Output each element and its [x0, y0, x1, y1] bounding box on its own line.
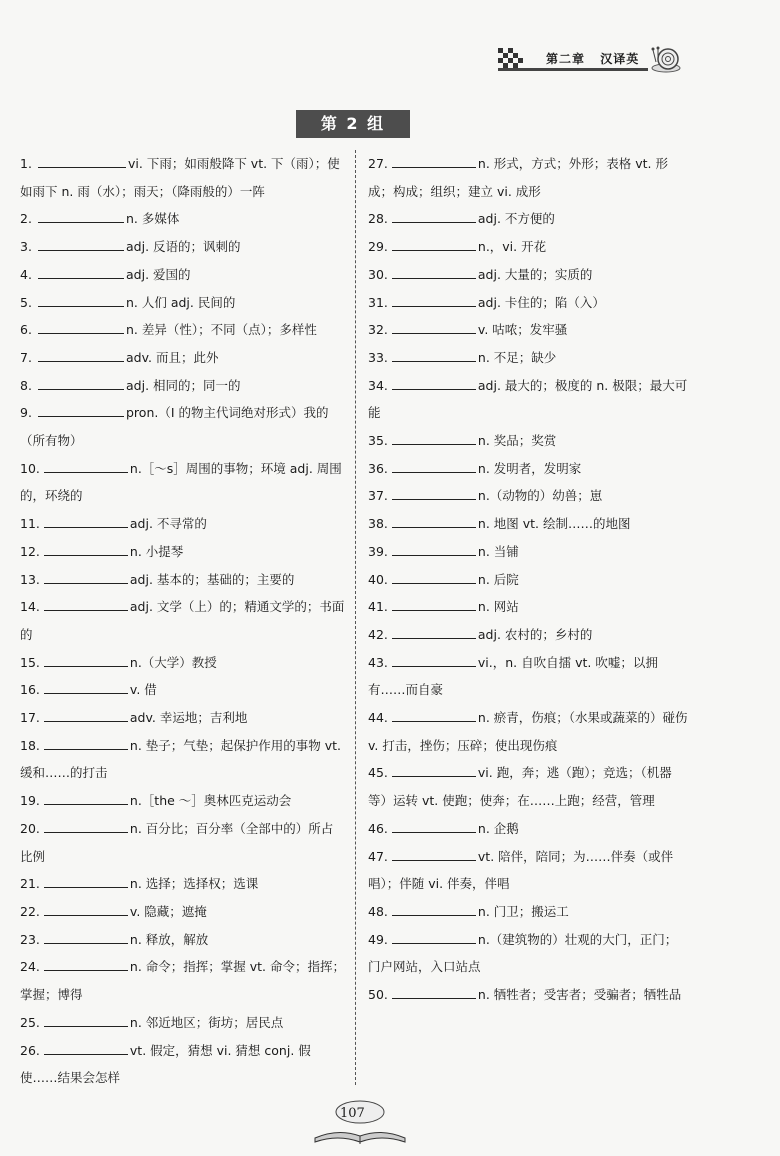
- entry-definition: vi. 跑，奔；逃（跑）；竞选；（机器等）运转 vt. 使跑；使奔；在……上跑；经营，管理: [368, 765, 672, 809]
- chapter-header: [490, 42, 690, 78]
- answer-blank[interactable]: [38, 155, 126, 168]
- entry-number: 14.: [20, 599, 40, 615]
- vocab-entry: [368, 704, 688, 759]
- entry-number: 16.: [20, 682, 40, 698]
- vocab-entry: [368, 566, 688, 594]
- entry-definition: n.，vi. 开花: [477, 239, 547, 255]
- answer-blank[interactable]: [392, 709, 476, 722]
- entry-definition: adj. 基本的；基础的；主要的: [129, 571, 295, 587]
- column-divider: [355, 150, 356, 1085]
- answer-blank[interactable]: [44, 958, 128, 971]
- entry-definition: n. 企鹅: [477, 820, 519, 836]
- answer-blank[interactable]: [44, 598, 128, 611]
- entry-definition: v. 咕哝；发牢骚: [477, 322, 568, 338]
- answer-blank[interactable]: [392, 432, 476, 445]
- vocab-entry: [20, 455, 345, 510]
- entry-number: 26.: [20, 1042, 40, 1058]
- entry-definition: n. 选择；选择权；选课: [129, 876, 259, 892]
- vocab-entry: [368, 538, 688, 566]
- vocab-entry: [20, 344, 345, 372]
- vocab-entry: [20, 150, 345, 205]
- entry-number: 41.: [368, 599, 388, 615]
- vocab-entry: [20, 1037, 345, 1092]
- answer-blank[interactable]: [44, 515, 128, 528]
- entry-definition: adj. 农村的；乡村的: [477, 626, 593, 642]
- snail-icon: [650, 44, 682, 74]
- entry-definition: n. 小提琴: [129, 543, 184, 559]
- entry-definition: n. 当铺: [477, 543, 519, 559]
- vocab-entry: [368, 593, 688, 621]
- answer-blank[interactable]: [38, 210, 124, 223]
- entry-number: 43.: [368, 654, 388, 670]
- entry-number: 27.: [368, 156, 388, 171]
- answer-blank[interactable]: [392, 543, 476, 556]
- entry-number: 2.: [20, 211, 32, 227]
- entry-number: 7.: [20, 349, 32, 365]
- entry-number: 46.: [368, 820, 388, 836]
- entry-definition: adj. 反语的；讽刺的: [126, 239, 241, 255]
- vocab-entry: [20, 233, 345, 261]
- entry-definition: adj. 文学（上）的；精通文学的；书面的: [20, 599, 345, 642]
- vocab-entry: [20, 787, 345, 815]
- vocab-entry: [20, 205, 345, 233]
- entry-number: 47.: [368, 848, 388, 864]
- entry-definition: n.（大学）教授: [129, 654, 217, 670]
- entry-number: 24.: [20, 959, 40, 975]
- vocab-entry: [20, 261, 345, 289]
- vocab-entry: [368, 898, 688, 926]
- entry-number: 20.: [20, 820, 40, 836]
- answer-blank[interactable]: [44, 571, 128, 584]
- vocab-entry: [368, 455, 688, 483]
- entry-number: 21.: [20, 876, 40, 892]
- entry-definition: n. 垫子；气垫；起保护作用的事物 vt. 缓和……的打击: [20, 737, 342, 781]
- entry-definition: v. 借: [129, 682, 157, 698]
- entry-number: 31.: [368, 294, 388, 310]
- vocab-entry: [20, 538, 345, 566]
- answer-blank[interactable]: [38, 404, 124, 417]
- entry-definition: n. 地图 vt. 绘制……的地图: [477, 516, 631, 532]
- entry-number: 42.: [368, 626, 388, 642]
- entry-number: 35.: [368, 433, 388, 449]
- entry-definition: n.（动物的）幼兽；崽: [477, 488, 603, 504]
- answer-blank[interactable]: [392, 266, 476, 279]
- entry-definition: adj. 爱国的: [126, 266, 191, 282]
- vocab-entry: [368, 482, 688, 510]
- answer-blank[interactable]: [44, 709, 128, 722]
- answer-blank[interactable]: [392, 848, 476, 861]
- vocab-entry: [368, 759, 688, 814]
- page-number: 107: [340, 1106, 365, 1121]
- answer-blank[interactable]: [44, 875, 128, 888]
- vocab-entry: [20, 815, 345, 870]
- entry-definition: vi. 下雨；如雨般降下 vt. 下（雨）；使如雨下 n. 雨（水）；雨天；（降雨般的）一阵: [20, 156, 340, 199]
- answer-blank[interactable]: [38, 266, 124, 279]
- entry-number: 18.: [20, 737, 40, 753]
- vocab-entry: [20, 732, 345, 787]
- answer-blank[interactable]: [44, 1042, 128, 1055]
- group-title: 第 2 组: [296, 110, 410, 138]
- answer-blank[interactable]: [44, 792, 128, 805]
- entry-number: 48.: [368, 903, 388, 919]
- entry-definition: adj. 大量的；实质的: [477, 266, 593, 282]
- entry-number: 22.: [20, 903, 40, 919]
- entry-number: 32.: [368, 322, 388, 338]
- entry-number: 34.: [368, 377, 388, 393]
- answer-blank[interactable]: [38, 238, 124, 251]
- entry-definition: n. 奖品；奖赏: [477, 433, 557, 449]
- answer-blank[interactable]: [392, 294, 476, 307]
- vocab-entry: [368, 815, 688, 843]
- vocab-entry: [20, 289, 345, 317]
- vocab-entry: [20, 704, 345, 732]
- entry-number: 49.: [368, 931, 388, 947]
- answer-blank[interactable]: [44, 820, 128, 833]
- entry-definition: adv. 幸运地；吉利地: [129, 710, 248, 726]
- vocab-entry: [368, 344, 688, 372]
- answer-blank[interactable]: [392, 626, 476, 639]
- entry-definition: n. 网站: [477, 599, 519, 615]
- entry-definition: n. 发明者，发明家: [477, 460, 582, 476]
- entry-definition: adj. 最大的；极度的 n. 极限；最大可能: [368, 377, 688, 421]
- vocab-entry: [20, 953, 345, 1008]
- answer-blank[interactable]: [38, 349, 124, 362]
- entry-number: 15.: [20, 654, 40, 670]
- entry-definition: pron.（I 的物主代词绝对形式）我的（所有物）: [20, 405, 329, 449]
- entry-definition: n. 人们 adj. 民间的: [126, 294, 236, 310]
- entry-number: 28.: [368, 211, 388, 227]
- vocab-entry: [368, 981, 688, 1009]
- vocab-entry: [368, 261, 688, 289]
- section-label: 汉译英: [600, 52, 640, 66]
- entry-definition: n.（建筑物的）壮观的大门，正门；门户网站，入口站点: [368, 931, 678, 975]
- entry-number: 9.: [20, 405, 32, 421]
- entry-definition: n. 邻近地区；街坊；居民点: [129, 1014, 284, 1030]
- vocab-entry: [368, 150, 688, 205]
- entry-definition: adj. 卡住的；陷（入）: [477, 294, 605, 310]
- answer-blank[interactable]: [392, 598, 476, 611]
- answer-blank[interactable]: [392, 349, 476, 362]
- entry-number: 39.: [368, 543, 388, 559]
- vocab-entry: [20, 566, 345, 594]
- left-column: [20, 150, 345, 1092]
- vocab-entry: [20, 649, 345, 677]
- entry-number: 45.: [368, 765, 388, 781]
- entry-number: 19.: [20, 793, 40, 809]
- entry-number: 38.: [368, 516, 388, 532]
- vocab-entry: [368, 205, 688, 233]
- entry-definition: n. 门卫；搬运工: [477, 903, 569, 919]
- vocab-entry: [20, 372, 345, 400]
- entry-number: 36.: [368, 460, 388, 476]
- answer-blank[interactable]: [392, 654, 476, 667]
- answer-blank[interactable]: [392, 321, 476, 334]
- entry-number: 11.: [20, 516, 40, 532]
- entry-number: 3.: [20, 239, 32, 255]
- vocab-entry: [20, 593, 345, 648]
- entry-number: 4.: [20, 266, 32, 282]
- entry-definition: n. 差异（性）；不同（点）；多样性: [126, 322, 317, 338]
- entry-definition: n. 多媒体: [126, 211, 180, 227]
- answer-blank[interactable]: [38, 294, 124, 307]
- entry-number: 8.: [20, 377, 32, 393]
- vocab-entry: [368, 510, 688, 538]
- entry-definition: adv. 而且；此外: [126, 349, 219, 365]
- chapter-label: 第二章: [546, 52, 586, 66]
- vocab-entry: [368, 372, 688, 427]
- answer-blank[interactable]: [392, 764, 476, 777]
- vocab-entry: [368, 427, 688, 455]
- answer-blank[interactable]: [44, 931, 128, 944]
- entry-number: 44.: [368, 710, 388, 726]
- vocab-entry: [20, 1009, 345, 1037]
- entry-number: 40.: [368, 571, 388, 587]
- entry-definition: n.［～s］周围的事物；环境 adj. 周围的，环绕的: [20, 460, 342, 504]
- vocab-entry: [20, 870, 345, 898]
- vocab-entry: [368, 649, 688, 704]
- answer-blank[interactable]: [392, 487, 476, 500]
- entry-number: 10.: [20, 460, 40, 476]
- answer-blank[interactable]: [392, 238, 476, 251]
- entry-number: 29.: [368, 239, 388, 255]
- entry-number: 6.: [20, 322, 32, 338]
- entry-number: 25.: [20, 1014, 40, 1030]
- answer-blank[interactable]: [392, 210, 476, 223]
- entry-definition: adj. 相同的；同一的: [126, 377, 241, 393]
- right-column: [368, 150, 688, 1009]
- entry-number: 1.: [20, 156, 32, 171]
- vocab-entry: [368, 316, 688, 344]
- entry-number: 12.: [20, 543, 40, 559]
- answer-blank[interactable]: [392, 571, 476, 584]
- vocab-entry: [20, 676, 345, 704]
- answer-blank[interactable]: [44, 654, 128, 667]
- vocab-entry: [368, 621, 688, 649]
- answer-blank[interactable]: [392, 820, 476, 833]
- entry-definition: n. 瘀青，伤痕；（水果或蔬菜的）碰伤 v. 打击，挫伤；压碎；使出现伤痕: [368, 710, 688, 753]
- answer-blank[interactable]: [44, 681, 128, 694]
- entry-definition: adj. 不寻常的: [129, 516, 207, 532]
- entry-definition: vt. 陪伴，陪同；为……伴奏（或伴唱）；伴随 vi. 伴奏，伴唱: [368, 848, 674, 892]
- entry-number: 17.: [20, 710, 40, 726]
- answer-blank[interactable]: [392, 986, 476, 999]
- answer-blank[interactable]: [392, 515, 476, 528]
- vocab-entry: [368, 289, 688, 317]
- entry-definition: vt. 假定，猜想 vi. 猜想 conj. 假使……结果会怎样: [20, 1042, 311, 1086]
- entry-definition: adj. 不方便的: [477, 211, 555, 227]
- vocab-entry: [368, 926, 688, 981]
- answer-blank[interactable]: [38, 377, 124, 390]
- vocab-entry: [368, 843, 688, 898]
- answer-blank[interactable]: [392, 377, 476, 390]
- vocab-entry: [20, 926, 345, 954]
- answer-blank[interactable]: [44, 460, 128, 473]
- entry-definition: vi.，n. 自吹自擂 vt. 吹嘘；以拥有……而自豪: [368, 654, 658, 698]
- entry-definition: n. 不足；缺少: [477, 349, 557, 365]
- answer-blank[interactable]: [392, 903, 476, 916]
- book-icon: [310, 1098, 410, 1148]
- entry-number: 33.: [368, 349, 388, 365]
- answer-blank[interactable]: [44, 737, 128, 750]
- header-underline: [498, 68, 648, 71]
- answer-blank[interactable]: [38, 321, 124, 334]
- vocab-entry: [368, 233, 688, 261]
- entry-number: 50.: [368, 987, 388, 1003]
- entry-number: 30.: [368, 266, 388, 282]
- vocab-entry: [20, 316, 345, 344]
- answer-blank[interactable]: [392, 931, 476, 944]
- vocab-entry: [20, 399, 345, 454]
- entry-definition: n. 百分比；百分率（全部中的）所占比例: [20, 820, 334, 864]
- entry-definition: n. 释放，解放: [129, 931, 209, 947]
- answer-blank[interactable]: [392, 155, 476, 168]
- answer-blank[interactable]: [392, 460, 476, 473]
- answer-blank[interactable]: [44, 903, 128, 916]
- entry-definition: n.［the ～］奥林匹克运动会: [129, 793, 292, 809]
- entry-definition: v. 隐藏；遮掩: [129, 903, 207, 919]
- entry-number: 37.: [368, 488, 388, 504]
- entry-definition: n. 后院: [477, 571, 519, 587]
- entry-number: 5.: [20, 294, 32, 310]
- entry-definition: n. 形式，方式；外形；表格 vt. 形成；构成；组织；建立 vi. 成形: [368, 156, 668, 199]
- entry-definition: n. 牺牲者；受害者；受骗者；牺牲品: [477, 987, 682, 1003]
- vocab-entry: [20, 898, 345, 926]
- vocab-entry: [20, 510, 345, 538]
- entry-definition: n. 命令；指挥；掌握 vt. 命令；指挥；掌握；博得: [20, 959, 345, 1003]
- entry-number: 23.: [20, 931, 40, 947]
- entry-number: 13.: [20, 571, 40, 587]
- answer-blank[interactable]: [44, 1014, 128, 1027]
- answer-blank[interactable]: [44, 543, 128, 556]
